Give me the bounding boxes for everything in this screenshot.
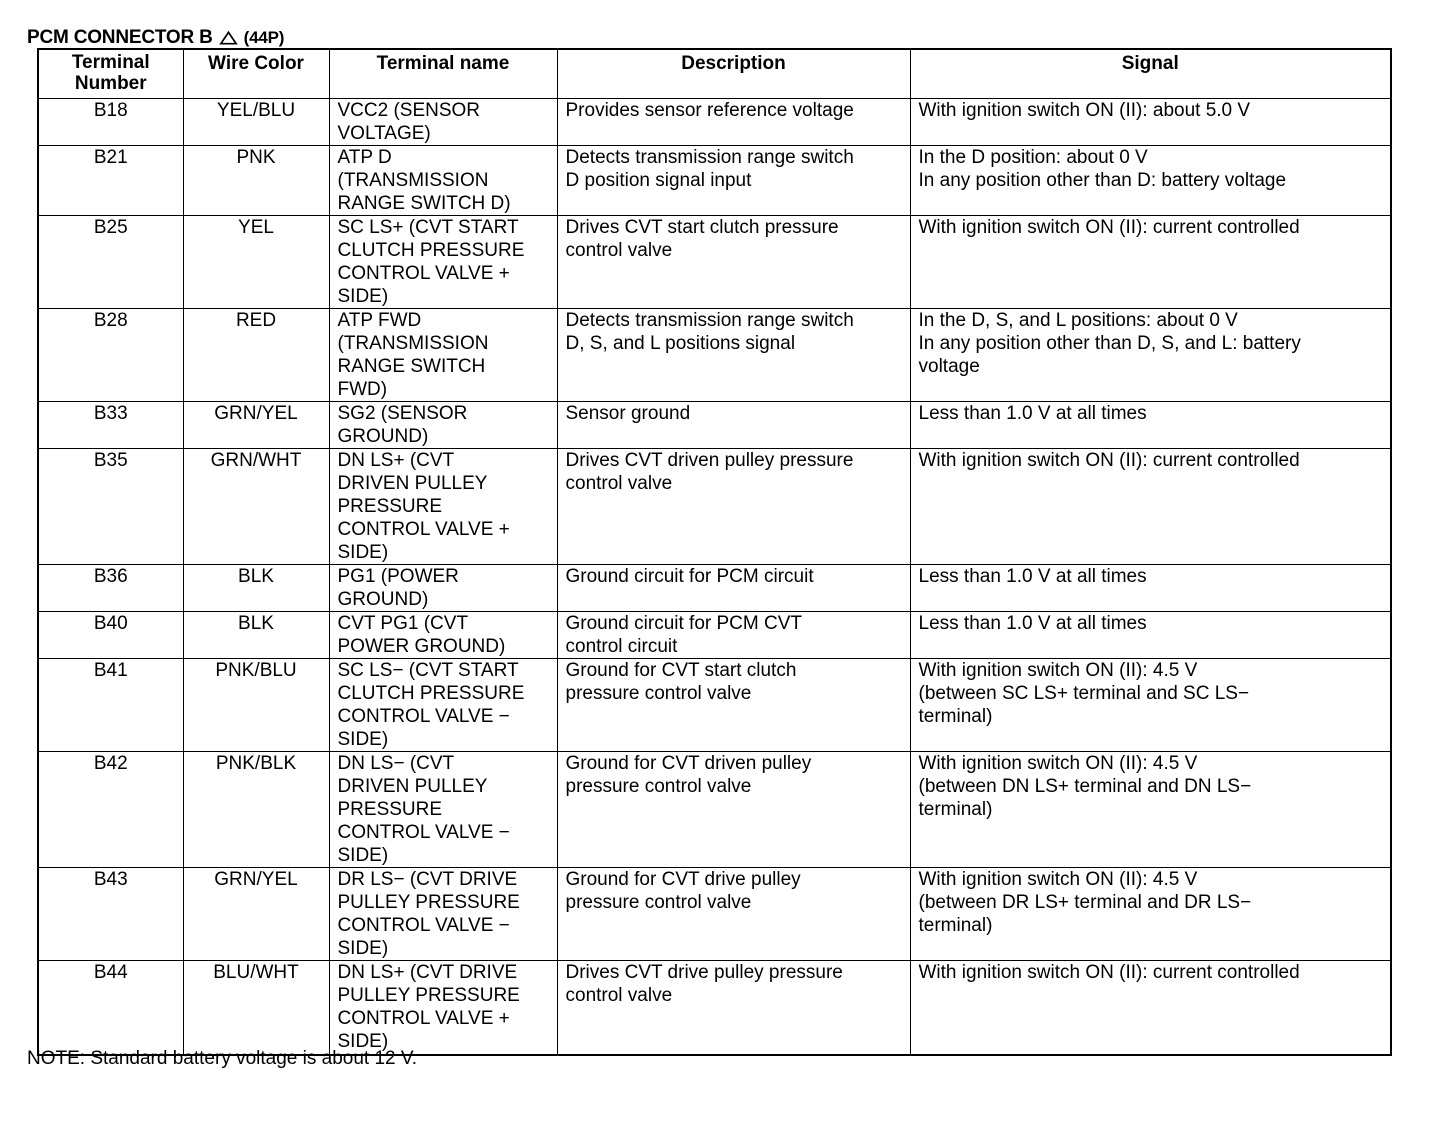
name-line: SC LS− (CVT START bbox=[337, 660, 519, 681]
table-row bbox=[38, 612, 1391, 659]
name-line: CONTROL VALVE − bbox=[337, 706, 510, 727]
name-line: PRESSURE bbox=[337, 496, 443, 517]
wire-color-cell: RED bbox=[183, 309, 329, 402]
signal-cell bbox=[910, 612, 1391, 659]
description-cell bbox=[557, 146, 910, 216]
signal-cell bbox=[910, 449, 1391, 565]
desc-line: Ground circuit for PCM circuit bbox=[565, 566, 814, 587]
signal-line: With ignition switch ON (II): 4.5 V bbox=[918, 869, 1198, 890]
table-row bbox=[38, 449, 1391, 565]
name-line: CLUTCH PRESSURE bbox=[337, 683, 525, 704]
name-line: CONTROL VALVE + bbox=[337, 519, 510, 540]
description-cell bbox=[557, 659, 910, 752]
desc-line: control valve bbox=[565, 473, 673, 494]
terminal-number-cell: B41 bbox=[38, 659, 183, 752]
desc-line: pressure control valve bbox=[565, 776, 752, 797]
triangle-icon bbox=[219, 30, 238, 46]
table-row bbox=[38, 659, 1391, 752]
signal-cell bbox=[910, 752, 1391, 868]
desc-line: control valve bbox=[565, 985, 673, 1006]
name-line: (TRANSMISSION bbox=[337, 333, 489, 354]
terminal-number-cell: B28 bbox=[38, 309, 183, 402]
terminal-name-cell bbox=[329, 612, 557, 659]
terminal-name-cell bbox=[329, 216, 557, 309]
signal-line: With ignition switch ON (II): about 5.0 V bbox=[918, 100, 1251, 121]
name-line: RANGE SWITCH D) bbox=[337, 193, 511, 214]
name-line: RANGE SWITCH bbox=[337, 356, 486, 377]
name-line: CLUTCH PRESSURE bbox=[337, 240, 525, 261]
page-title bbox=[27, 27, 284, 49]
signal-line: terminal) bbox=[918, 915, 993, 936]
signal-line: With ignition switch ON (II): 4.5 V bbox=[918, 660, 1198, 681]
signal-line: Less than 1.0 V at all times bbox=[918, 566, 1147, 587]
name-line: VCC2 (SENSOR bbox=[337, 100, 481, 121]
wire-color-cell: BLK bbox=[183, 565, 329, 612]
wire-color-cell: PNK/BLU bbox=[183, 659, 329, 752]
terminal-name-cell bbox=[329, 565, 557, 612]
header-terminal-name: Terminal name bbox=[329, 49, 557, 99]
terminal-number-cell: B33 bbox=[38, 402, 183, 449]
wire-color-cell: BLU/WHT bbox=[183, 961, 329, 1055]
description-cell bbox=[557, 565, 910, 612]
name-line: PG1 (POWER bbox=[337, 566, 459, 587]
signal-line: With ignition switch ON (II): current controlled bbox=[918, 217, 1300, 238]
name-line: SIDE) bbox=[337, 542, 389, 563]
terminal-name-cell bbox=[329, 449, 557, 565]
signal-cell bbox=[910, 961, 1391, 1055]
name-line: SIDE) bbox=[337, 1031, 389, 1052]
description-cell bbox=[557, 216, 910, 309]
header-wire-color: Wire Color bbox=[183, 49, 329, 99]
name-line: CVT PG1 (CVT bbox=[337, 613, 469, 634]
desc-line: pressure control valve bbox=[565, 683, 752, 704]
signal-line: (between DR LS+ terminal and DR LS− bbox=[918, 892, 1252, 913]
desc-line: Drives CVT drive pulley pressure bbox=[565, 962, 843, 983]
terminal-number-cell: B35 bbox=[38, 449, 183, 565]
name-line: PULLEY PRESSURE bbox=[337, 985, 520, 1006]
desc-line: Sensor ground bbox=[565, 403, 691, 424]
terminal-number-cell: B21 bbox=[38, 146, 183, 216]
wire-color-cell: GRN/YEL bbox=[183, 868, 329, 961]
table-row bbox=[38, 565, 1391, 612]
desc-line: control valve bbox=[565, 240, 673, 261]
terminal-name-cell bbox=[329, 402, 557, 449]
desc-line: Detects transmission range switch bbox=[565, 147, 854, 168]
signal-line: With ignition switch ON (II): current controlled bbox=[918, 450, 1300, 471]
desc-line: pressure control valve bbox=[565, 892, 752, 913]
table-row bbox=[38, 99, 1391, 146]
signal-cell bbox=[910, 146, 1391, 216]
name-line: SIDE) bbox=[337, 729, 389, 750]
name-line: PULLEY PRESSURE bbox=[337, 892, 520, 913]
signal-line: Less than 1.0 V at all times bbox=[918, 613, 1147, 634]
description-cell bbox=[557, 402, 910, 449]
signal-cell bbox=[910, 309, 1391, 402]
terminal-number-cell: B43 bbox=[38, 868, 183, 961]
wire-color-cell: PNK bbox=[183, 146, 329, 216]
signal-line: With ignition switch ON (II): current controlled bbox=[918, 962, 1300, 983]
signal-line: voltage bbox=[918, 356, 980, 377]
desc-line: Ground circuit for PCM CVT bbox=[565, 613, 802, 634]
terminal-number-cell: B42 bbox=[38, 752, 183, 868]
table-row bbox=[38, 961, 1391, 1055]
description-cell bbox=[557, 961, 910, 1055]
name-line: DN LS− (CVT bbox=[337, 753, 455, 774]
desc-line: Provides sensor reference voltage bbox=[565, 100, 854, 121]
terminal-name-cell bbox=[329, 659, 557, 752]
terminal-name-cell bbox=[329, 99, 557, 146]
description-cell bbox=[557, 309, 910, 402]
signal-line: In the D position: about 0 V bbox=[918, 147, 1148, 168]
signal-cell bbox=[910, 868, 1391, 961]
signal-line: In the D, S, and L positions: about 0 V bbox=[918, 310, 1238, 331]
signal-line: With ignition switch ON (II): 4.5 V bbox=[918, 753, 1198, 774]
desc-line: Detects transmission range switch bbox=[565, 310, 854, 331]
name-line: SC LS+ (CVT START bbox=[337, 217, 519, 238]
connector-table bbox=[37, 48, 1392, 1056]
name-line: SIDE) bbox=[337, 286, 389, 307]
signal-cell bbox=[910, 659, 1391, 752]
name-line: CONTROL VALVE − bbox=[337, 822, 510, 843]
name-line: GROUND) bbox=[337, 589, 429, 610]
desc-line: Ground for CVT driven pulley bbox=[565, 753, 812, 774]
name-line: DN LS+ (CVT bbox=[337, 450, 455, 471]
terminal-number-cell: B25 bbox=[38, 216, 183, 309]
signal-line: terminal) bbox=[918, 799, 993, 820]
wire-color-cell: GRN/WHT bbox=[183, 449, 329, 565]
table-row bbox=[38, 868, 1391, 961]
name-line: DN LS+ (CVT DRIVE bbox=[337, 962, 518, 983]
signal-cell bbox=[910, 402, 1391, 449]
desc-line: Drives CVT driven pulley pressure bbox=[565, 450, 854, 471]
signal-cell bbox=[910, 565, 1391, 612]
table-row bbox=[38, 146, 1391, 216]
name-line: SG2 (SENSOR bbox=[337, 403, 468, 424]
signal-line: (between SC LS+ terminal and SC LS− bbox=[918, 683, 1250, 704]
terminal-name-cell bbox=[329, 309, 557, 402]
name-line: PRESSURE bbox=[337, 799, 443, 820]
footnote: NOTE: Standard battery voltage is about 12 V. bbox=[27, 1048, 418, 1069]
name-line: SIDE) bbox=[337, 938, 389, 959]
wire-color-cell: GRN/YEL bbox=[183, 402, 329, 449]
description-cell bbox=[557, 99, 910, 146]
wire-color-cell: YEL/BLU bbox=[183, 99, 329, 146]
terminal-number-cell: B18 bbox=[38, 99, 183, 146]
desc-line: D position signal input bbox=[565, 170, 752, 191]
desc-line: control circuit bbox=[565, 636, 678, 657]
signal-line: (between DN LS+ terminal and DN LS− bbox=[918, 776, 1252, 797]
header-row bbox=[38, 49, 1391, 99]
name-line: DR LS− (CVT DRIVE bbox=[337, 869, 518, 890]
name-line: CONTROL VALVE + bbox=[337, 263, 510, 284]
name-line: SIDE) bbox=[337, 845, 389, 866]
table-row bbox=[38, 216, 1391, 309]
desc-line: Ground for CVT drive pulley bbox=[565, 869, 801, 890]
desc-line: Ground for CVT start clutch bbox=[565, 660, 797, 681]
header-terminal-number: Terminal Number bbox=[38, 49, 183, 99]
name-line: DRIVEN PULLEY bbox=[337, 776, 488, 797]
pin-count: (44P) bbox=[243, 28, 285, 47]
wire-color-cell: BLK bbox=[183, 612, 329, 659]
signal-cell bbox=[910, 216, 1391, 309]
signal-line: Less than 1.0 V at all times bbox=[918, 403, 1147, 424]
name-line: VOLTAGE) bbox=[337, 123, 431, 144]
desc-line: Drives CVT start clutch pressure bbox=[565, 217, 839, 238]
signal-cell bbox=[910, 99, 1391, 146]
title-text: PCM CONNECTOR B bbox=[27, 27, 213, 48]
description-cell bbox=[557, 449, 910, 565]
name-line: GROUND) bbox=[337, 426, 429, 447]
terminal-number-cell: B40 bbox=[38, 612, 183, 659]
name-line: CONTROL VALVE + bbox=[337, 1008, 510, 1029]
header-signal: Signal bbox=[910, 49, 1391, 99]
wire-color-cell: YEL bbox=[183, 216, 329, 309]
terminal-number-cell: B44 bbox=[38, 961, 183, 1055]
name-line: ATP D bbox=[337, 147, 392, 168]
table-row bbox=[38, 752, 1391, 868]
name-line: (TRANSMISSION bbox=[337, 170, 489, 191]
name-line: CONTROL VALVE − bbox=[337, 915, 510, 936]
terminal-name-cell bbox=[329, 961, 557, 1055]
signal-line: terminal) bbox=[918, 706, 993, 727]
desc-line: D, S, and L positions signal bbox=[565, 333, 796, 354]
name-line: POWER GROUND) bbox=[337, 636, 506, 657]
name-line: ATP FWD bbox=[337, 310, 422, 331]
name-line: FWD) bbox=[337, 379, 388, 400]
terminal-name-cell bbox=[329, 146, 557, 216]
name-line: DRIVEN PULLEY bbox=[337, 473, 488, 494]
signal-line: In any position other than D: battery voltage bbox=[918, 170, 1287, 191]
terminal-name-cell bbox=[329, 868, 557, 961]
description-cell bbox=[557, 868, 910, 961]
terminal-number-cell: B36 bbox=[38, 565, 183, 612]
wire-color-cell: PNK/BLK bbox=[183, 752, 329, 868]
table-row bbox=[38, 309, 1391, 402]
signal-line: In any position other than D, S, and L: battery bbox=[918, 333, 1301, 354]
description-cell bbox=[557, 612, 910, 659]
table-row bbox=[38, 402, 1391, 449]
terminal-name-cell bbox=[329, 752, 557, 868]
description-cell bbox=[557, 752, 910, 868]
header-description: Description bbox=[557, 49, 910, 99]
